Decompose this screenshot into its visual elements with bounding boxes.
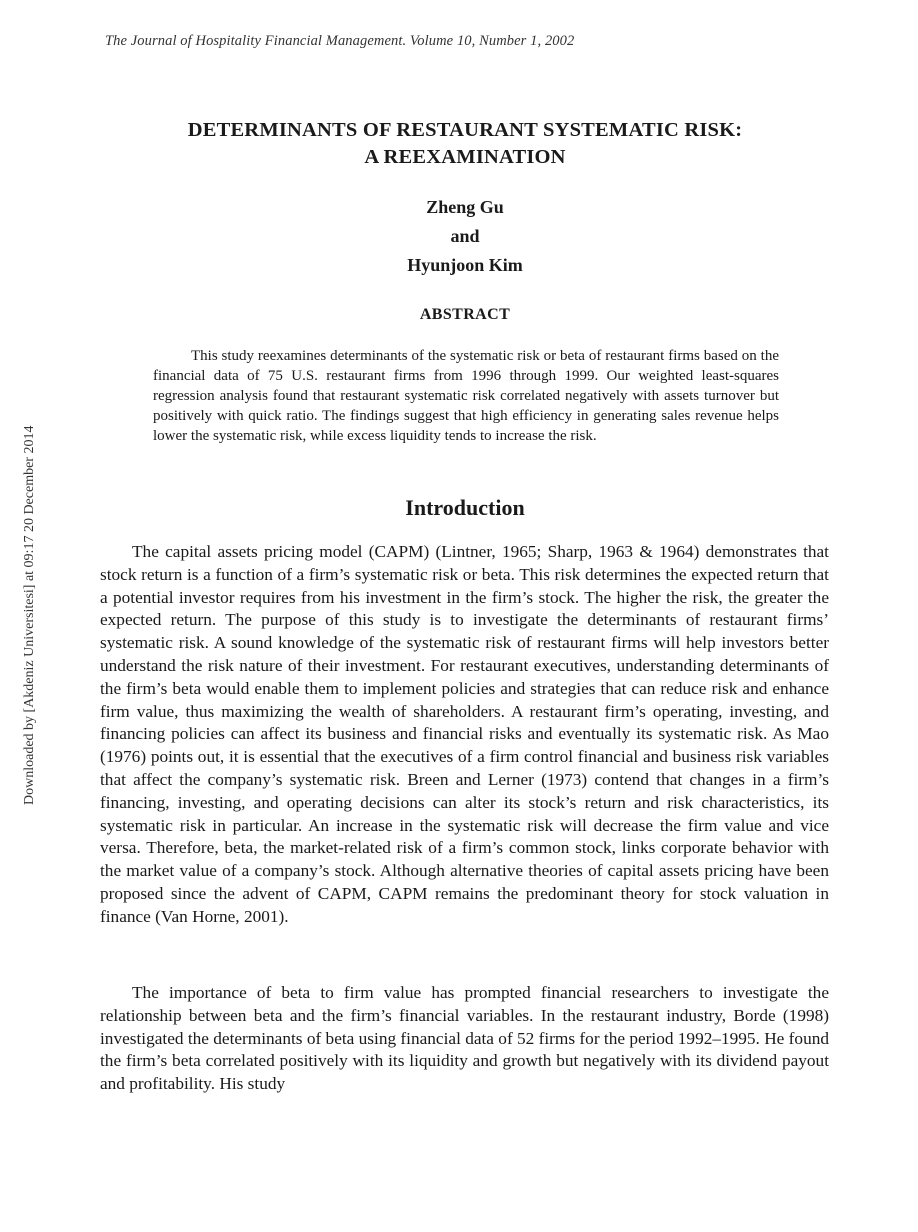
article-title bbox=[130, 117, 800, 171]
title-line-1: DETERMINANTS OF RESTAURANT SYSTEMATIC RISK: bbox=[187, 119, 743, 141]
section-heading: Introduction bbox=[405, 495, 525, 520]
title-block bbox=[130, 117, 800, 280]
title-line-2: A REEXAMINATION bbox=[364, 146, 566, 168]
author-name: Zheng Gu bbox=[426, 197, 504, 217]
author-name: Hyunjoon Kim bbox=[407, 255, 523, 275]
download-watermark: Downloaded by [Akdeniz Universitesi] at 09:17 20 December 2014 bbox=[22, 425, 37, 805]
abstract-heading: ABSTRACT bbox=[419, 306, 511, 323]
abstract-text: This study reexamines determinants of the systematic risk or beta of restaurant firms based on the financial data of 75 U.S. restaurant firms from 1996 through 1999. Our weighted least-squares regression analysis found that restaurant systematic risk correlated negatively with assets turnover but positively with quick ratio. The findings suggest that high efficiency in generating sales revenue helps lower the systematic risk, while excess liquidity tends to increase the risk. bbox=[153, 348, 779, 444]
running-head: The Journal of Hospitality Financial Management. Volume 10, Number 1, 2002 bbox=[105, 33, 575, 49]
author-conjunction: and bbox=[450, 226, 480, 246]
body-paragraph: The importance of beta to firm value has prompted financial researchers to investigate the relationship between beta and the firm’s financial variables. In the restaurant industry, Borde (1998) investigated the determinants of beta using financial data of 52 firms for the period 1992–1995. He found the firm’s beta correlated positively with its liquidity and growth but negatively with its dividend payout and profitability. His study bbox=[100, 983, 829, 1094]
body-paragraph: The capital assets pricing model (CAPM) (Lintner, 1965; Sharp, 1963 & 1964) demonstrates that stock return is a function of a firm’s systematic risk or beta. This risk determines the expected return that a potential investor requires from his investment in the firm’s stock. The higher the risk, the greater the expected return. The purpose of this study is to investigate the determinants of restaurant firms’ systematic risk. A sound knowledge of the systematic risk of restaurant firms will help investors better understand the risk nature of their investment. For restaurant executives, understanding determinants of the firm’s beta would enable them to implement policies and strategies that can reduce risk and enhance firm value, thus maximizing the wealth of shareholders. A restaurant firm’s operating, investing, and financing policies can affect its business and financial risks and eventually its systematic risk. As Mao (1976) points out, it is essential that the executives of a firm control financial and business risk variables that affect the company’s systematic risk. Breen and Lerner (1973) contend that changes in a firm’s financing, investing, and operating decisions can alter its stock’s return and risk characteristics, its systematic risk in particular. An increase in the systematic risk will decrease the firm value and vice versa. Therefore, beta, the market-related risk of a firm’s common stock, links corporate behavior with the market value of a company’s stock. Although alternative theories of capital assets pricing have been proposed since the advent of CAPM, CAPM remains the predominant theory for stock valuation in finance (Van Horne, 2001). bbox=[100, 542, 829, 926]
author-list bbox=[130, 193, 800, 280]
